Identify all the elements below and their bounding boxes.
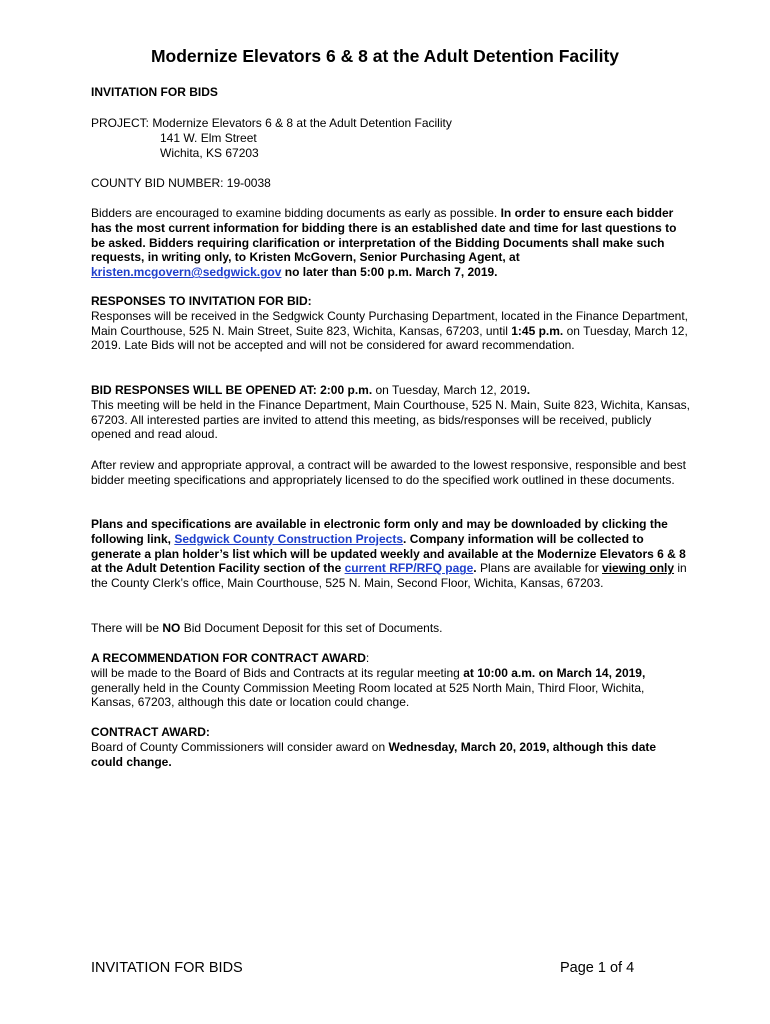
email-link[interactable]: kristen.mcgovern@sedgwick.gov [91,265,282,280]
project-name: Modernize Elevators 6 & 8 at the Adult Detention Facility [152,116,452,130]
recommendation-paragraph [91,651,691,710]
review-paragraph: After review and appropriate approval, a contract will be awarded to the lowest responsive, responsible and best bidder meeting specifications and appropriately licensed to do the specified work outlined in these documents. [91,458,687,487]
recommendation-heading: A RECOMMENDATION FOR CONTRACT AWARD [91,651,366,665]
plans-text2: in the County Clerk’s office, Main Courthouse, 525 N. Main, Second Floor, Wichita, Kansas, 67203. [91,561,687,591]
deposit-text1: There will be [91,621,163,635]
responses-text1: Responses will be received in the Sedgwick County Purchasing Department, located in the Finance Department, Main Courthouse, 525 N. Main Street, Suite 823, Wichita, Kansas, 67203, until [91,308,688,338]
bid-number: COUNTY BID NUMBER: 19-0038 [91,176,271,190]
construction-projects-link[interactable]: Sedgwick County Construction Projects [174,531,404,546]
rfp-rfq-page-link[interactable]: current RFP/RFQ page [344,561,474,576]
viewing-only: viewing only [602,561,675,576]
deposit-no: NO [162,621,181,635]
opening-paragraph [91,383,691,442]
deposit-paragraph [91,621,691,636]
section-heading: INVITATION FOR BIDS [91,85,218,99]
intro-bold: In order to ensure each bidder has the most current information for bidding there is an established date and time for last questions to be asked. Bidders requiring clarification or interpretation of the Bidding Documents shall make such requests, in writing only, to Kristen McGovern, Senior Purchasing Agent, at [91,206,677,265]
project-street: 141 W. Elm Street [160,130,257,145]
document-title: Modernize Elevators 6 & 8 at the Adult Detention Facility [150,46,620,66]
deposit-text2: Bid Document Deposit for this set of Documents. [180,621,443,635]
intro-plain: Bidders are encouraged to examine bidding documents as early as possible. [91,206,501,220]
footer-label: INVITATION FOR BIDS [91,960,243,976]
recommendation-time: at 10:00 a.m. on March 14, 2019, [463,665,646,680]
responses-text2: on Tuesday, March 12, 2019. Late Bids will not be accepted and will not be considered for award recommendation. [91,323,688,353]
recommendation-text1: will be made to the Board of Bids and Contracts at its regular meeting [91,665,464,680]
project-city: Wichita, KS 67203 [160,145,259,160]
responses-time: 1:45 p.m. [511,323,564,338]
opening-date: on Tuesday, March 12, 2019 [372,383,527,397]
intro-deadline: no later than 5:00 p.m. March 7, 2019. [281,265,498,280]
recommendation-text2: generally held in the County Commission Meeting Room located at 525 North Main, Third Floor, Wichita, Kansas, 67203, although this date or location could change. [91,680,645,710]
responses-heading: RESPONSES TO INVITATION FOR BID: [91,294,312,308]
responses-paragraph [91,294,691,353]
plans-paragraph [91,517,691,591]
award-heading: CONTRACT AWARD: [91,725,210,739]
award-bold: Wednesday, March 20, 2019, although this date could change. [91,739,657,769]
plans-text1: Plans are available for [479,561,603,576]
opening-period: . [526,383,531,397]
plans-bold1: Plans and specifications are available in electronic form only and may be downloaded by clicking the following link, [91,517,668,546]
project-block [91,116,691,160]
intro-paragraph [91,206,691,280]
plans-bold2: . Company information will be collected to generate a plan holder’s list which will be updated weekly and available at the Modernize Elevators 6 & 8 at the Adult Detention Facility section of the [91,531,686,576]
project-label: PROJECT: [91,116,150,130]
plans-bold3: . [473,561,477,576]
opening-text: This meeting will be held in the Finance Department, Main Courthouse, 525 N. Main, Suite 823, Wichita, Kansas, 67203. All interested parties are invited to attend this meeting, as bids/responses will be received, publicly opened and read aloud. [91,397,690,442]
opening-heading: BID RESPONSES WILL BE OPENED AT: 2:00 p.m. [91,383,373,397]
recommendation-colon: : [365,651,370,665]
award-text1: Board of County Commissioners will consider award on [91,739,389,754]
award-paragraph [91,725,691,769]
page-number: Page 1 of 4 [560,960,635,976]
